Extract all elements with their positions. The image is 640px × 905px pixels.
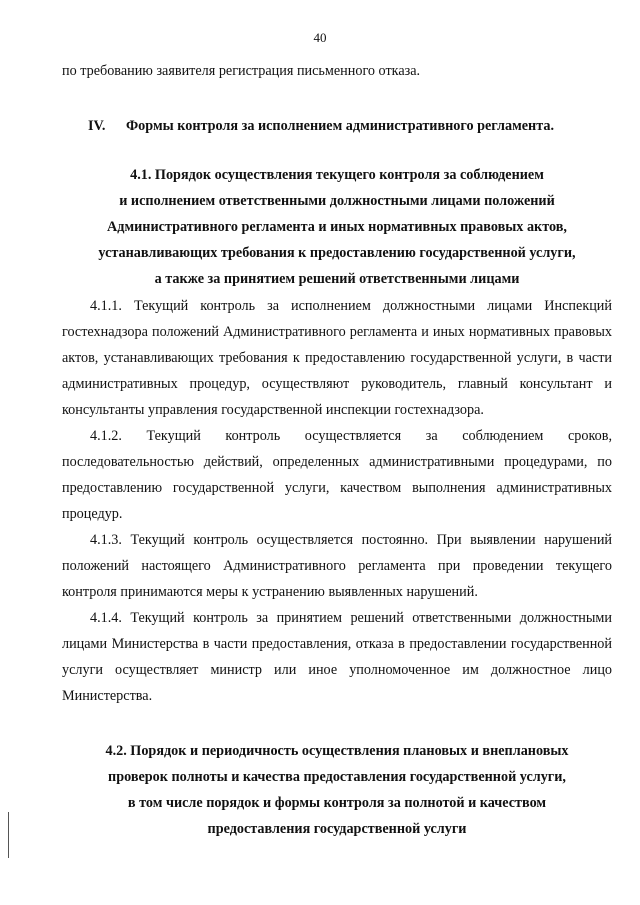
intro-text bbox=[62, 58, 612, 84]
section-heading bbox=[88, 115, 608, 137]
heading-line: устанавливающих требования к предоставлению государственной услуги, bbox=[98, 245, 576, 261]
paragraph-4-1-2: 4.1.2. Текущий контроль осуществляется за соблюдением сроков, последовательностью действий, определенных административными процедурами, по предоставлению государственной услуги, качеством выполнения административных процедур. bbox=[62, 428, 612, 522]
heading-line: и исполнением ответственными должностными лицами положений bbox=[119, 193, 555, 209]
intro-line: по требованию заявителя регистрация письменного отказа. bbox=[62, 63, 421, 79]
page-number: 40 bbox=[313, 30, 327, 45]
section-title: Формы контроля за исполнением административного регламента. bbox=[126, 118, 554, 134]
heading-line: предоставления государственной услуги bbox=[207, 821, 467, 837]
section-number: IV. bbox=[88, 118, 106, 134]
subsection-4-1-heading bbox=[62, 162, 612, 292]
heading-line: в том числе порядок и формы контроля за полнотой и качеством bbox=[127, 795, 547, 811]
subsection-4-1-body bbox=[62, 293, 612, 709]
paragraph-4-1-4: 4.1.4. Текущий контроль за принятием решений ответственными должностными лицами Министерства в части предоставления, отказа в предоставлении государственной услуги осуществляет министр или иное уполномоченное им должностное лицо Министерства. bbox=[62, 610, 612, 704]
heading-line: 4.2. Порядок и периодичность осуществления плановых и внеплановых bbox=[105, 743, 569, 759]
heading-line: а также за принятием решений ответственными лицами bbox=[154, 271, 520, 287]
heading-line: Административного регламента и иных нормативных правовых актов, bbox=[107, 219, 567, 235]
scan-edge-mark bbox=[8, 812, 9, 858]
paragraph-4-1-3: 4.1.3. Текущий контроль осуществляется постоянно. При выявлении нарушений положений настоящего Административного регламента при проведении текущего контроля принимаются меры к устранению выявленных нарушений. bbox=[62, 532, 612, 600]
subsection-4-2-heading bbox=[62, 738, 612, 842]
heading-line: проверок полноты и качества предоставления государственной услуги, bbox=[108, 769, 566, 785]
paragraph-4-1-1: 4.1.1. Текущий контроль за исполнением должностными лицами Инспекций гостехнадзора положений Административного регламента и иных нормативных правовых актов, устанавливающих требования к предоставлению государственной услуги, в части административных процедур, осуществляют руководитель, главный консультант и консультанты управления государственной инспекции гостехнадзора. bbox=[62, 298, 612, 418]
heading-line: 4.1. Порядок осуществления текущего контроля за соблюдением bbox=[130, 167, 544, 183]
